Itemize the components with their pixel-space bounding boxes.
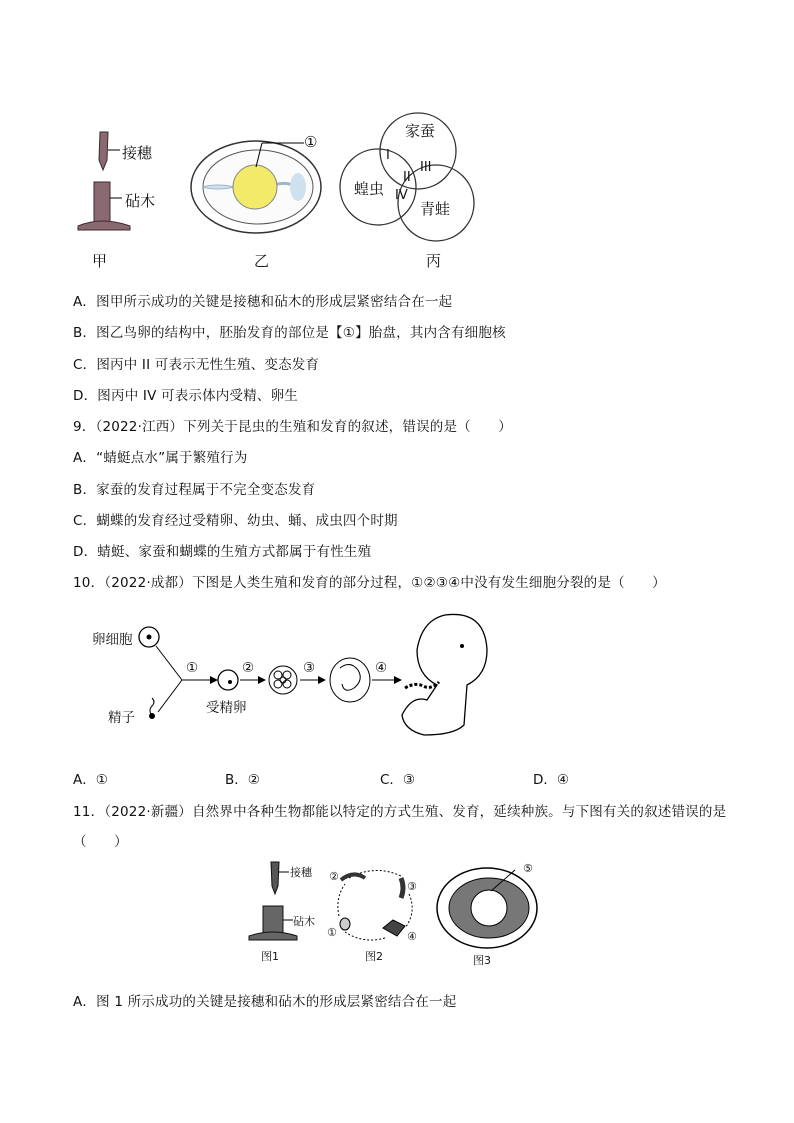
step-3-marker: ③ xyxy=(303,660,316,676)
sperm-label: 精子 xyxy=(108,710,135,726)
venn-region-1: I xyxy=(386,148,390,163)
q8-figure xyxy=(70,100,490,280)
q11-num-4: ④ xyxy=(407,930,417,943)
q11-stem-line2: （ ） xyxy=(73,834,128,850)
scion-label: 接穗 xyxy=(122,144,153,162)
figure-bing-caption: 丙 xyxy=(426,252,442,270)
venn-region-3: III xyxy=(420,160,432,175)
q10-option-c: C．③ xyxy=(380,772,416,788)
step-4-marker: ④ xyxy=(375,660,388,676)
q9-option-d: D．蜻蜓、家蚕和蝴蝶的生殖方式都属于有性生殖 xyxy=(73,544,372,560)
q11-num-2: ② xyxy=(329,870,339,883)
figure-yi-caption: 乙 xyxy=(254,252,270,270)
q10-option-d: D．④ xyxy=(533,772,569,788)
venn-region-4: IV xyxy=(395,188,408,203)
q8-option-a: A．图甲所示成功的关键是接穗和砧木的形成层紧密结合在一起 xyxy=(73,294,453,310)
q10-figure xyxy=(92,610,500,750)
q8-option-c: C．图丙中 II 可表示无性生殖、变态发育 xyxy=(73,357,320,373)
q11-fig2-caption: 图2 xyxy=(365,950,383,963)
q11-stem-line1: 11．（2022·新疆）自然界中各种生物都能以特定的方式生殖、发育，延续种族。与下图有关的叙述错误的是 xyxy=(73,804,727,820)
step-2-marker: ② xyxy=(242,660,255,676)
venn-frog-label: 青蛙 xyxy=(420,200,451,218)
q11-fig3-caption: 图3 xyxy=(473,954,491,967)
q8-option-d: D．图丙中 IV 可表示体内受精、卵生 xyxy=(73,388,298,404)
human-development-diagram xyxy=(100,610,500,750)
venn-locust-label: 蝗虫 xyxy=(354,180,385,198)
bird-egg-diagram xyxy=(188,135,328,245)
q11-option-a: A．图 1 所示成功的关键是接穗和砧木的形成层紧密结合在一起 xyxy=(73,994,457,1010)
q11-scion-label: 接穗 xyxy=(290,866,312,879)
q9-option-b: B．家蚕的发育过程属于不完全变态发育 xyxy=(73,482,316,498)
q10-option-b: B．② xyxy=(225,772,260,788)
figure-jia-caption: 甲 xyxy=(92,252,108,270)
q9-option-a: A．“蜻蜓点水”属于繁殖行为 xyxy=(73,450,248,466)
q11-num-5: ⑤ xyxy=(523,862,533,875)
q10-stem: 10．（2022·成都）下图是人类生殖和发育的部分过程，①②③④中没有发生细胞分裂的是（ ） xyxy=(73,575,666,591)
venn-silkworm-label: 家蚕 xyxy=(405,122,436,140)
q11-rootstock-label: 砧木 xyxy=(293,915,315,928)
rootstock-label: 砧木 xyxy=(125,192,156,210)
q10-option-a: A．① xyxy=(73,772,108,788)
q11-figure xyxy=(245,858,545,968)
venn-region-2: II xyxy=(403,170,411,185)
q8-option-b: B．图乙鸟卵的结构中，胚胎发育的部位是【①】胎盘，其内含有细胞核 xyxy=(73,325,506,341)
yolk-marker: ① xyxy=(304,133,318,151)
zygote-label: 受精卵 xyxy=(206,700,247,716)
q11-num-1: ① xyxy=(327,926,337,939)
q9-stem: 9．（2022·江西）下列关于昆虫的生殖和发育的叙述，错误的是（ ） xyxy=(73,419,512,435)
q11-fig1-caption: 图1 xyxy=(261,950,279,963)
egg-cell-label: 卵细胞 xyxy=(92,632,133,648)
step-1-marker: ① xyxy=(186,660,199,676)
q11-num-3: ③ xyxy=(407,880,417,893)
q9-option-c: C．蝴蝶的发育经过受精卵、幼虫、蛹、成虫四个时期 xyxy=(73,513,398,529)
